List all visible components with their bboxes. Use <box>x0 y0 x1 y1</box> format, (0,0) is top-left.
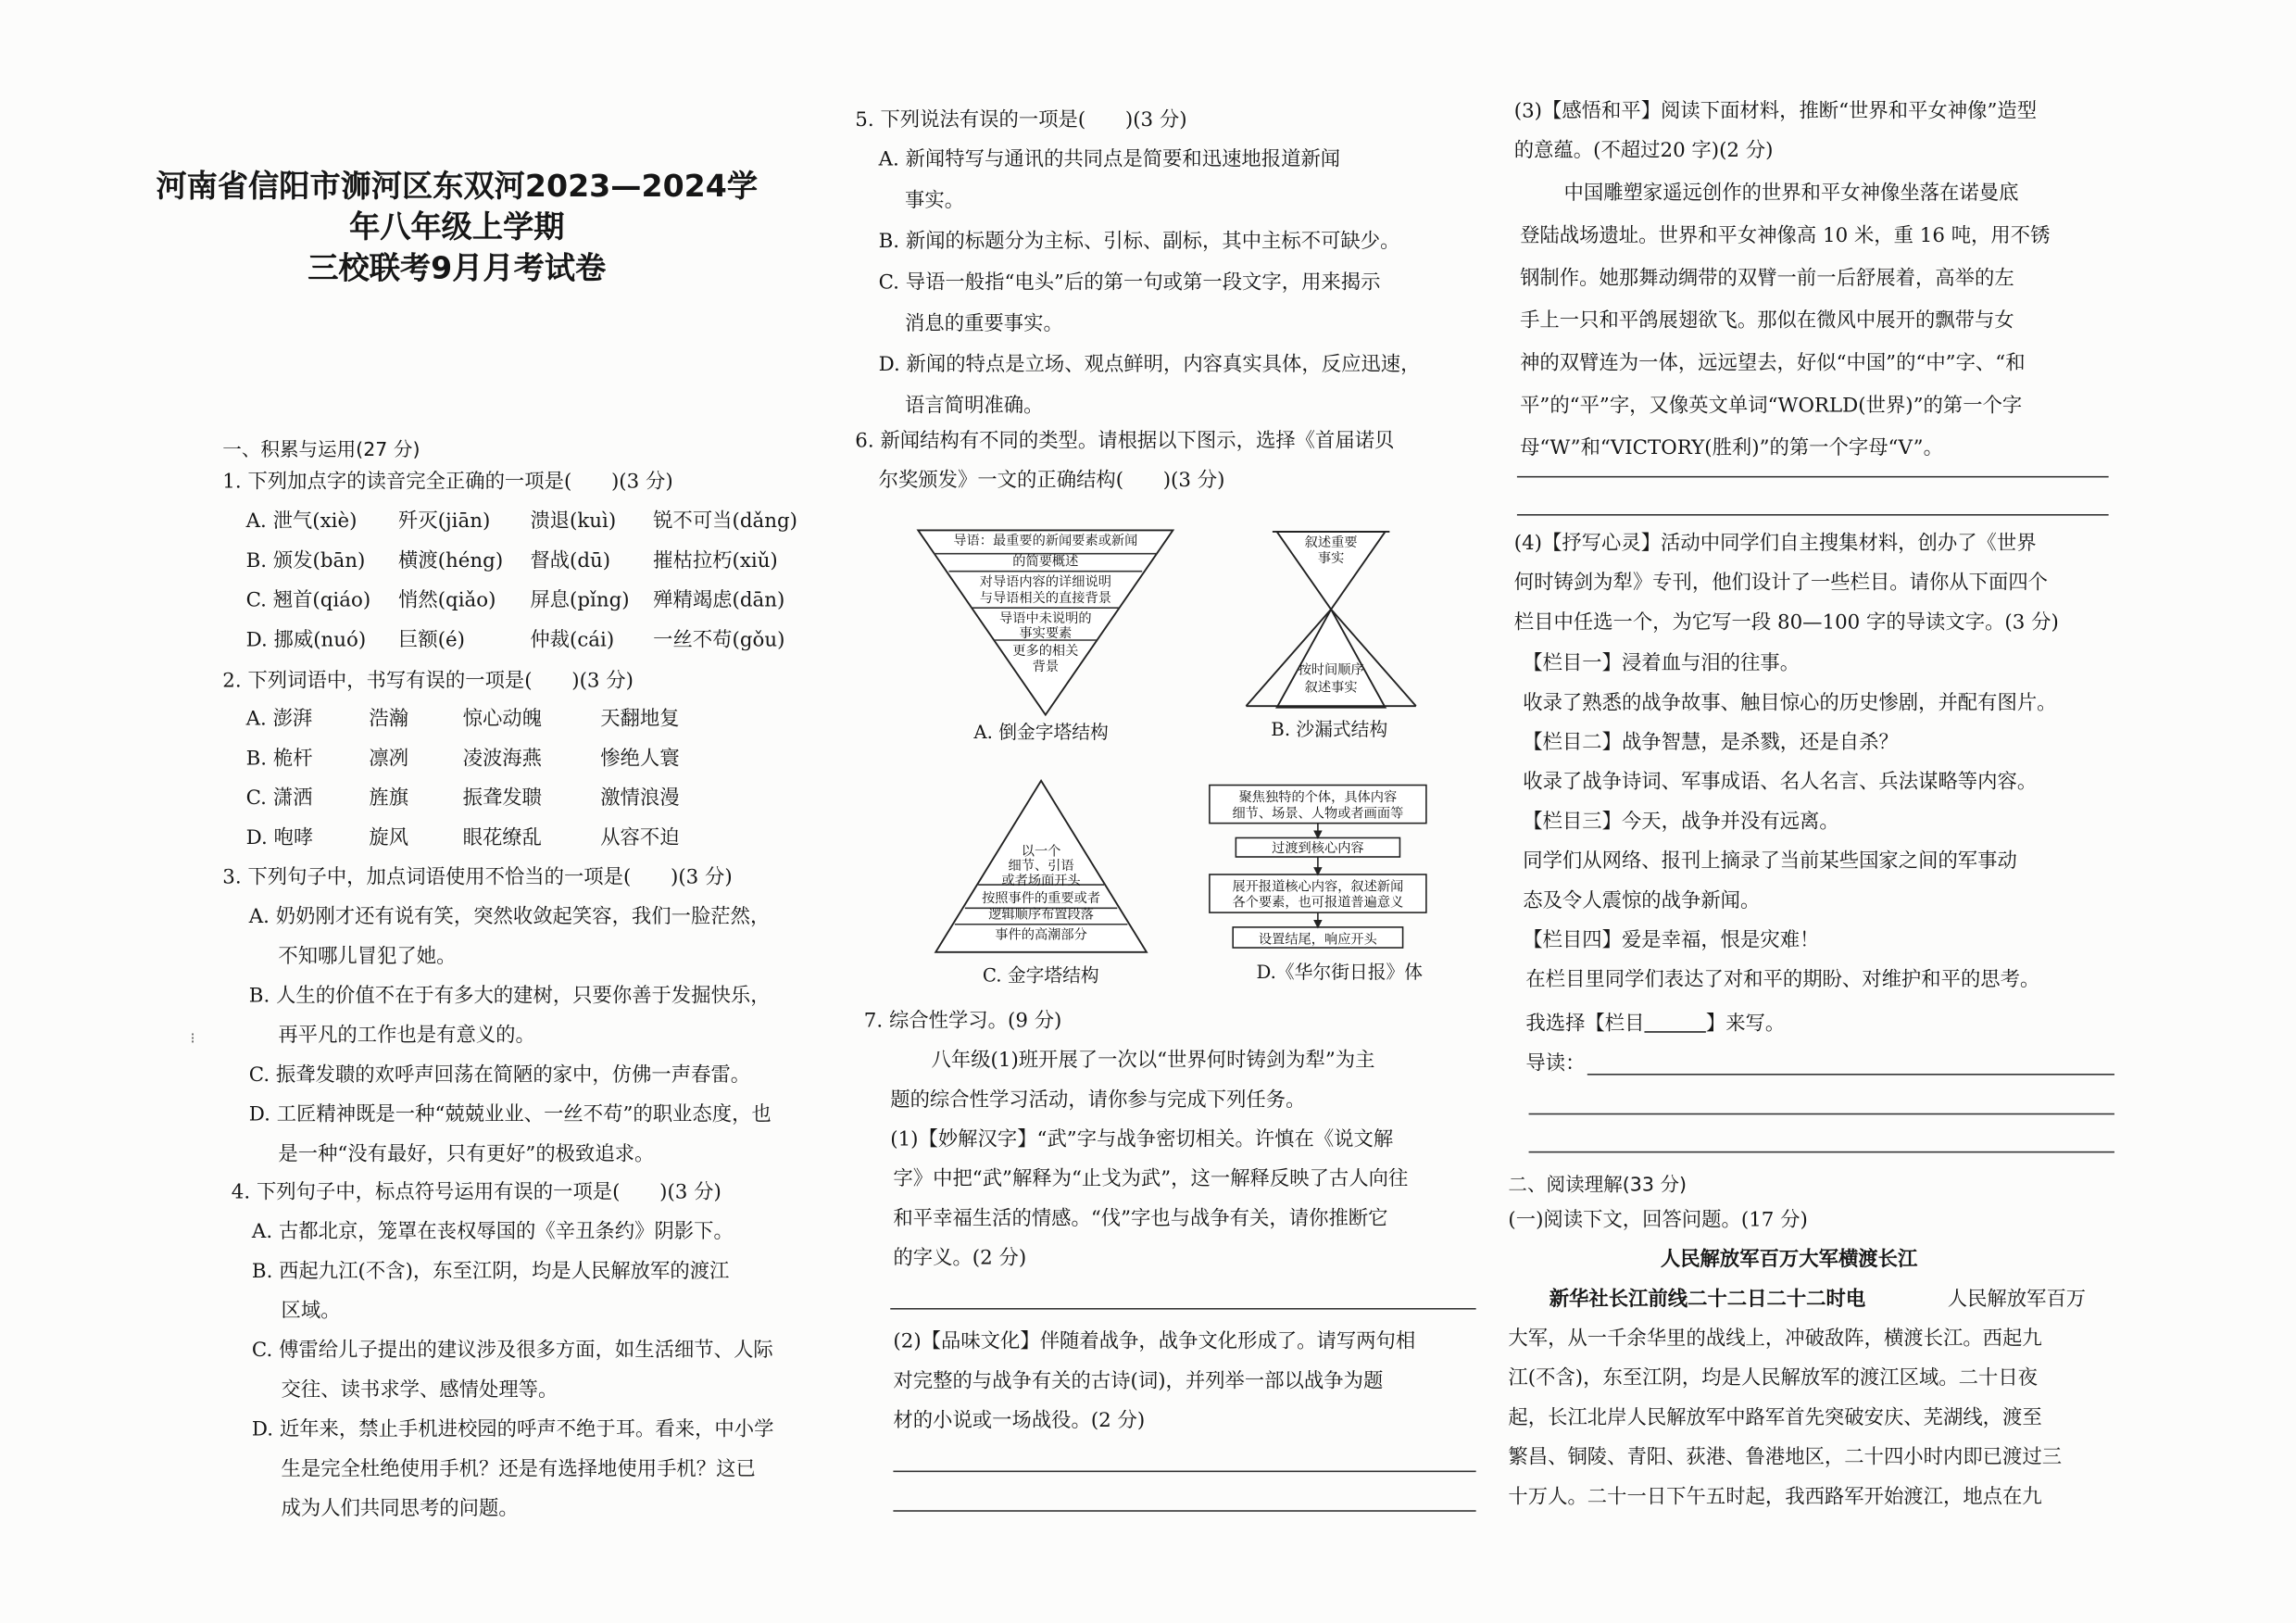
section-2-heading: 二、阅读理解(33 分) <box>1508 1175 1687 1197</box>
q1-option-0-3: 锐不可当(dǎng) <box>653 510 797 534</box>
article-line-2: 江(不含)，东至江阴，均是人民解放军的渡江区域。二十日夜 <box>1508 1366 2039 1390</box>
diagram-a-layer-1: 导语：最重要的新闻要素或新闻 <box>953 534 1138 549</box>
diagram-wsj-flow <box>1200 776 1435 958</box>
q4-line-3: C. 傅雷给儿子提出的建议涉及很多方面，如生活细节、人际 <box>251 1339 773 1363</box>
q5-line-5: D. 新闻的特点是立场、观点鲜明，内容真实具体，反应迅速， <box>878 353 1421 377</box>
diagram-a-layer-2: 的简要概述 <box>1012 554 1079 570</box>
q7-1-line-0: (1)【妙解汉字】“武”字与战争密切相关。许慎在《说文解 <box>890 1127 1394 1151</box>
column-line-5: 同学们从网络、报刊上摘录了当前某些国家之间的军事动 <box>1523 849 2017 874</box>
q3-line-5: D. 工匠精神既是一种“兢兢业业、一丝不苟”的职业态度，也 <box>248 1102 772 1126</box>
diagram-pyramid <box>932 776 1151 958</box>
article-line-0: 人民解放军百万 <box>1947 1287 2087 1312</box>
q7-intro-line-1: 八年级(1)班开展了一次以“世界何时铸剑为犁”为主 <box>931 1049 1375 1073</box>
scan-mark: ⁝ <box>190 1031 195 1048</box>
q1-option-3-3: 一丝不苟(gǒu) <box>653 628 785 652</box>
q2-option-3-2: 眼花缭乱 <box>462 825 542 850</box>
q1-option-3-1: 巨额(é) <box>398 628 466 652</box>
q6-stem-line-2: 尔奖颁发》一文的正确结构( )(3 分) <box>878 468 1225 493</box>
q2-option-0-2: 惊心动魄 <box>462 707 542 732</box>
material-line-5: 平”的“平”字，又像英文单词“WORLD(世界)”的第一个字 <box>1520 394 2023 418</box>
q5-line-1: 事实。 <box>905 188 965 213</box>
material-line-2: 钢制作。她那舞动绸带的双臂一前一后舒展着，高举的左 <box>1520 266 2014 291</box>
article-lead: 新华社长江前线二十二日二十二时电 <box>1549 1287 1866 1312</box>
q3-stem: 3. 下列句子中，加点词语使用不恰当的一项是( )(3 分) <box>222 865 733 889</box>
diagram-c-label: C. 金字塔结构 <box>982 963 1099 987</box>
column-line-8: 在栏目里同学们表达了对和平的期盼、对维护和平的思考。 <box>1525 968 2040 992</box>
column-blank[interactable] <box>1644 1011 1705 1033</box>
column-line-0: 【栏目一】浸着血与泪的往事。 <box>1523 651 1800 675</box>
q4-line-6: 生是完全杜绝使用手机？还是有选择地使用手机？这已 <box>281 1457 756 1481</box>
q2-option-1-1: 凛冽 <box>369 747 409 771</box>
q1-option-1-1: 横渡(héng) <box>398 548 504 573</box>
guide-answer-line-3[interactable] <box>1529 1151 2114 1153</box>
q4-line-7: 成为人们共同思考的问题。 <box>281 1496 519 1521</box>
q7-4-line-0: (4)【抒写心灵】活动中同学们自主搜集材料，创办了《世界 <box>1513 531 2037 556</box>
diagram-b-bottom-2: 叙述事实 <box>1304 680 1358 696</box>
q1-option-0-2: 溃退(kuì) <box>530 510 617 534</box>
q2-option-3-0: D. 咆哮 <box>245 825 314 850</box>
q7-1-answer-line[interactable] <box>890 1308 1475 1310</box>
q2-option-0-3: 天翻地复 <box>600 707 680 732</box>
section-2-sub: (一)阅读下文，回答问题。(17 分) <box>1508 1208 1808 1232</box>
diagram-d-box-1b: 细节、场景、人物或者画面等 <box>1232 806 1404 822</box>
q7-1-line-2: 和平幸福生活的情感。“伐”字也与战争有关，请你推断它 <box>893 1206 1388 1231</box>
diagram-d-label: D.《华尔街日报》体 <box>1256 961 1424 983</box>
q3-line-4: C. 振聋发聩的欢呼声回荡在简陋的家中，仿佛一声春雷。 <box>248 1063 751 1088</box>
q3-line-3: 再平凡的工作也是有意义的。 <box>278 1024 535 1048</box>
q2-option-0-0: A. 澎湃 <box>245 707 313 732</box>
q4-line-2: 区域。 <box>281 1299 341 1323</box>
q7-stem: 7. 综合性学习。(9 分) <box>863 1009 1062 1033</box>
q6-stem-line-1: 6. 新闻结构有不同的类型。请根据以下图示，选择《首届诺贝 <box>855 429 1395 453</box>
q2-option-3-3: 从容不迫 <box>600 825 680 850</box>
q1-option-1-0: B. 颁发(bān) <box>245 548 366 573</box>
q2-option-3-1: 旋风 <box>369 825 409 850</box>
diagram-d-box-3a: 展开报道核心内容，叙述新闻 <box>1232 879 1404 895</box>
page-title-line-3: 三校联考9月月考试卷 <box>307 250 607 286</box>
material-line-4: 神的双臂连为一体，远远望去，好似“中国”的“中”字、“和 <box>1520 351 2026 375</box>
diagram-c-line-5: 逻辑顺序布置段落 <box>988 907 1094 923</box>
page-title-line-2: 年八年级上学期 <box>349 209 565 245</box>
diagram-c-line-1: 以一个 <box>1021 844 1061 860</box>
q1-option-0-0: A. 泄气(xiè) <box>245 510 358 534</box>
q7-1-line-1: 字》中把“武”解释为“止戈为武”，这一解释反映了古人向往 <box>893 1167 1409 1191</box>
diagram-c-line-6: 事件的高潮部分 <box>995 927 1087 943</box>
q1-option-1-2: 督战(dū) <box>530 548 611 573</box>
article-line-1: 大军，从一千余华里的战线上，冲破敌阵，横渡长江。西起九 <box>1508 1327 2042 1351</box>
material-line-0: 中国雕塑家遥远创作的世界和平女神像坐落在诺曼底 <box>1563 182 2019 206</box>
article-title: 人民解放军百万大军横渡长江 <box>1660 1248 1918 1272</box>
q1-option-3-2: 仲裁(cái) <box>530 628 615 652</box>
guide-answer-line-2[interactable] <box>1529 1113 2114 1115</box>
q1-option-2-2: 屏息(pǐng) <box>530 588 630 612</box>
q7-4-line-2: 栏目中任选一个，为它写一段 80—100 字的导读文字。(3 分) <box>1513 610 2059 635</box>
q4-line-0: A. 古都北京，笼罩在丧权辱国的《辛丑条约》阴影下。 <box>251 1220 734 1244</box>
article-line-5: 十万人。二十一日下午五时起，我西路军开始渡江，地点在九 <box>1508 1485 2042 1509</box>
q1-option-2-1: 悄然(qiǎo) <box>398 588 496 612</box>
diagram-c-line-2: 细节、引语 <box>1008 859 1074 874</box>
q2-option-2-3: 激情浪漫 <box>600 786 680 811</box>
q1-option-2-3: 殚精竭虑(dān) <box>653 588 785 612</box>
article-line-3: 起，长江北岸人民解放军中路军首先突破安庆、芜湖线，渡至 <box>1508 1405 2042 1430</box>
q1-option-3-0: D. 挪威(nuó) <box>245 628 367 652</box>
q5-line-0: A. 新闻特写与通讯的共同点是简要和迅速地报道新闻 <box>878 147 1341 172</box>
diagram-b-top-2: 事实 <box>1317 551 1345 567</box>
q3-line-6: 是一种“没有最好，只有更好”的极致追求。 <box>278 1142 655 1166</box>
q7-3-answer-line-1[interactable] <box>1517 476 2109 478</box>
diagram-a-layer-8: 背景 <box>1032 660 1060 675</box>
q7-intro-line-2: 题的综合性学习活动，请你参与完成下列任务。 <box>890 1088 1306 1113</box>
q7-3-line-1: 的意蕴。(不超过20 字)(2 分) <box>1513 139 1774 163</box>
q7-3-line-0: (3)【感悟和平】阅读下面材料，推断“世界和平女神像”造型 <box>1513 99 2038 123</box>
q7-2-line-1: 对完整的与战争有关的古诗(词)，并列举一部以战争为题 <box>893 1369 1384 1393</box>
material-line-6: 母“W”和“VICTORY(胜利)”的第一个字母“V”。 <box>1520 436 1943 460</box>
q1-option-1-3: 摧枯拉朽(xiǔ) <box>653 548 778 573</box>
diagram-c-line-4: 按照事件的重要或者 <box>982 891 1101 907</box>
column-line-4: 【栏目三】今天，战争并没有远离。 <box>1523 810 1839 834</box>
q1-option-0-1: 歼灭(jiān) <box>398 510 491 534</box>
column-line-2: 【栏目二】战争智慧，是杀戮，还是自杀？ <box>1523 731 1899 755</box>
diagram-d-box-2: 过渡到核心内容 <box>1272 841 1364 857</box>
q2-option-1-0: B. 桅杆 <box>245 747 313 771</box>
q3-line-2: B. 人生的价值不在于有多大的建树，只要你善于发掘快乐， <box>248 984 771 1008</box>
material-line-3: 手上一只和平鸽展翅欲飞。那似在微风中展开的飘带与女 <box>1520 308 2014 333</box>
q7-4-line-1: 何时铸剑为犁》专刊，他们设计了一些栏目。请你从下面四个 <box>1513 571 2049 595</box>
q2-option-2-2: 振聋发聩 <box>462 786 542 811</box>
diagram-a-layer-7: 更多的相关 <box>1012 643 1079 659</box>
q7-3-answer-line-2[interactable] <box>1517 514 2109 516</box>
diagram-a-layer-6: 事实要素 <box>1019 625 1073 641</box>
diagram-a-layer-3: 对导语内容的详细说明 <box>979 574 1111 590</box>
diagram-d-box-1a: 聚焦独特的个体，具体内容 <box>1238 789 1398 805</box>
q2-option-1-2: 凌波海燕 <box>462 747 542 771</box>
q5-stem: 5. 下列说法有误的一项是( )(3 分) <box>855 108 1187 132</box>
q5-line-2: B. 新闻的标题分为主标、引标、副标，其中主标不可缺少。 <box>878 230 1400 254</box>
diagram-a-label: A. 倒金字塔结构 <box>973 720 1109 743</box>
q4-line-4: 交往、读书求学、感情处理等。 <box>281 1378 558 1403</box>
diagram-hourglass <box>1239 527 1424 711</box>
choose-column-line: 我选择【栏目 】来写。 <box>1525 1012 1786 1036</box>
article-line-4: 繁昌、铜陵、青阳、荻港、鲁港地区，二十四小时内即已渡过三 <box>1508 1445 2063 1469</box>
q2-option-1-3: 惨绝人寰 <box>600 747 680 771</box>
column-line-6: 态及令人震惊的战争新闻。 <box>1523 888 1761 913</box>
section-1-heading: 一、积累与运用(27 分) <box>222 439 420 462</box>
diagram-d-box-3b: 各个要素，也可报道普遍意义 <box>1232 895 1404 911</box>
diagram-b-label: B. 沙漏式结构 <box>1271 717 1388 740</box>
q2-option-2-0: C. 潇洒 <box>245 786 313 811</box>
material-line-1: 登陆战场遗址。世界和平女神像高 10 米，重 16 吨，用不锈 <box>1520 223 2051 248</box>
guide-answer-line-1[interactable] <box>1587 1074 2114 1076</box>
q5-line-3: C. 导语一般指“电头”后的第一句或第一段文字，用来揭示 <box>878 270 1381 295</box>
q4-line-1: B. 西起九江(不含)，东至江阴，均是人民解放军的渡江 <box>251 1259 730 1284</box>
page-title-line-1: 河南省信阳市浉河区东双河2023—2024学 <box>156 168 759 204</box>
diagram-a-layer-5: 导语中未说明的 <box>999 611 1092 627</box>
diagram-b-bottom-1: 按时间顺序 <box>1298 662 1364 678</box>
q1-option-2-0: C. 翘首(qiáo) <box>245 588 371 612</box>
diagram-a-layer-4: 与导语相关的直接背景 <box>979 590 1111 606</box>
column-line-3: 收录了战争诗词、军事成语、名人名言、兵法谋略等内容。 <box>1523 770 2038 795</box>
q7-2-answer-line-2[interactable] <box>893 1510 1475 1512</box>
q7-2-line-2: 材的小说或一场战役。(2 分) <box>893 1409 1146 1433</box>
diagram-d-box-4: 设置结尾，响应开头 <box>1258 932 1377 948</box>
q7-1-line-3: 的字义。(2 分) <box>893 1246 1027 1270</box>
q2-option-2-1: 旌旗 <box>369 786 409 811</box>
column-line-1: 收录了熟悉的战争故事、触目惊心的历史惨剧，并配有图片。 <box>1523 691 2057 715</box>
q5-line-4: 消息的重要事实。 <box>905 311 1063 336</box>
guide-label: 导读： <box>1525 1051 1586 1076</box>
q3-line-1: 不知哪儿冒犯了她。 <box>278 944 457 969</box>
q1-stem: 1. 下列加点字的读音完全正确的一项是( )(3 分) <box>222 470 673 494</box>
q4-stem: 4. 下列句子中，标点符号运用有误的一项是( )(3 分) <box>231 1180 721 1204</box>
q2-stem: 2. 下列词语中，书写有误的一项是( )(3 分) <box>222 669 634 693</box>
column-line-7: 【栏目四】爱是幸福，恨是灾难！ <box>1523 928 1820 952</box>
diagram-inverted-pyramid <box>914 527 1178 718</box>
q5-line-6: 语言简明准确。 <box>905 394 1044 418</box>
q2-option-0-1: 浩瀚 <box>369 707 409 732</box>
q7-2-line-0: (2)【品味文化】伴随着战争，战争文化形成了。请写两句相 <box>893 1329 1416 1354</box>
diagram-b-top-1: 叙述重要 <box>1304 535 1358 550</box>
q4-line-5: D. 近年来，禁止手机进校园的呼声不绝于耳。看来，中小学 <box>251 1417 774 1441</box>
q3-line-0: A. 奶奶刚才还有说有笑，突然收敛起笑容，我们一脸茫然， <box>248 905 771 929</box>
diagram-c-line-3: 或者场面开头 <box>1001 874 1081 889</box>
q7-2-answer-line-1[interactable] <box>893 1471 1475 1473</box>
